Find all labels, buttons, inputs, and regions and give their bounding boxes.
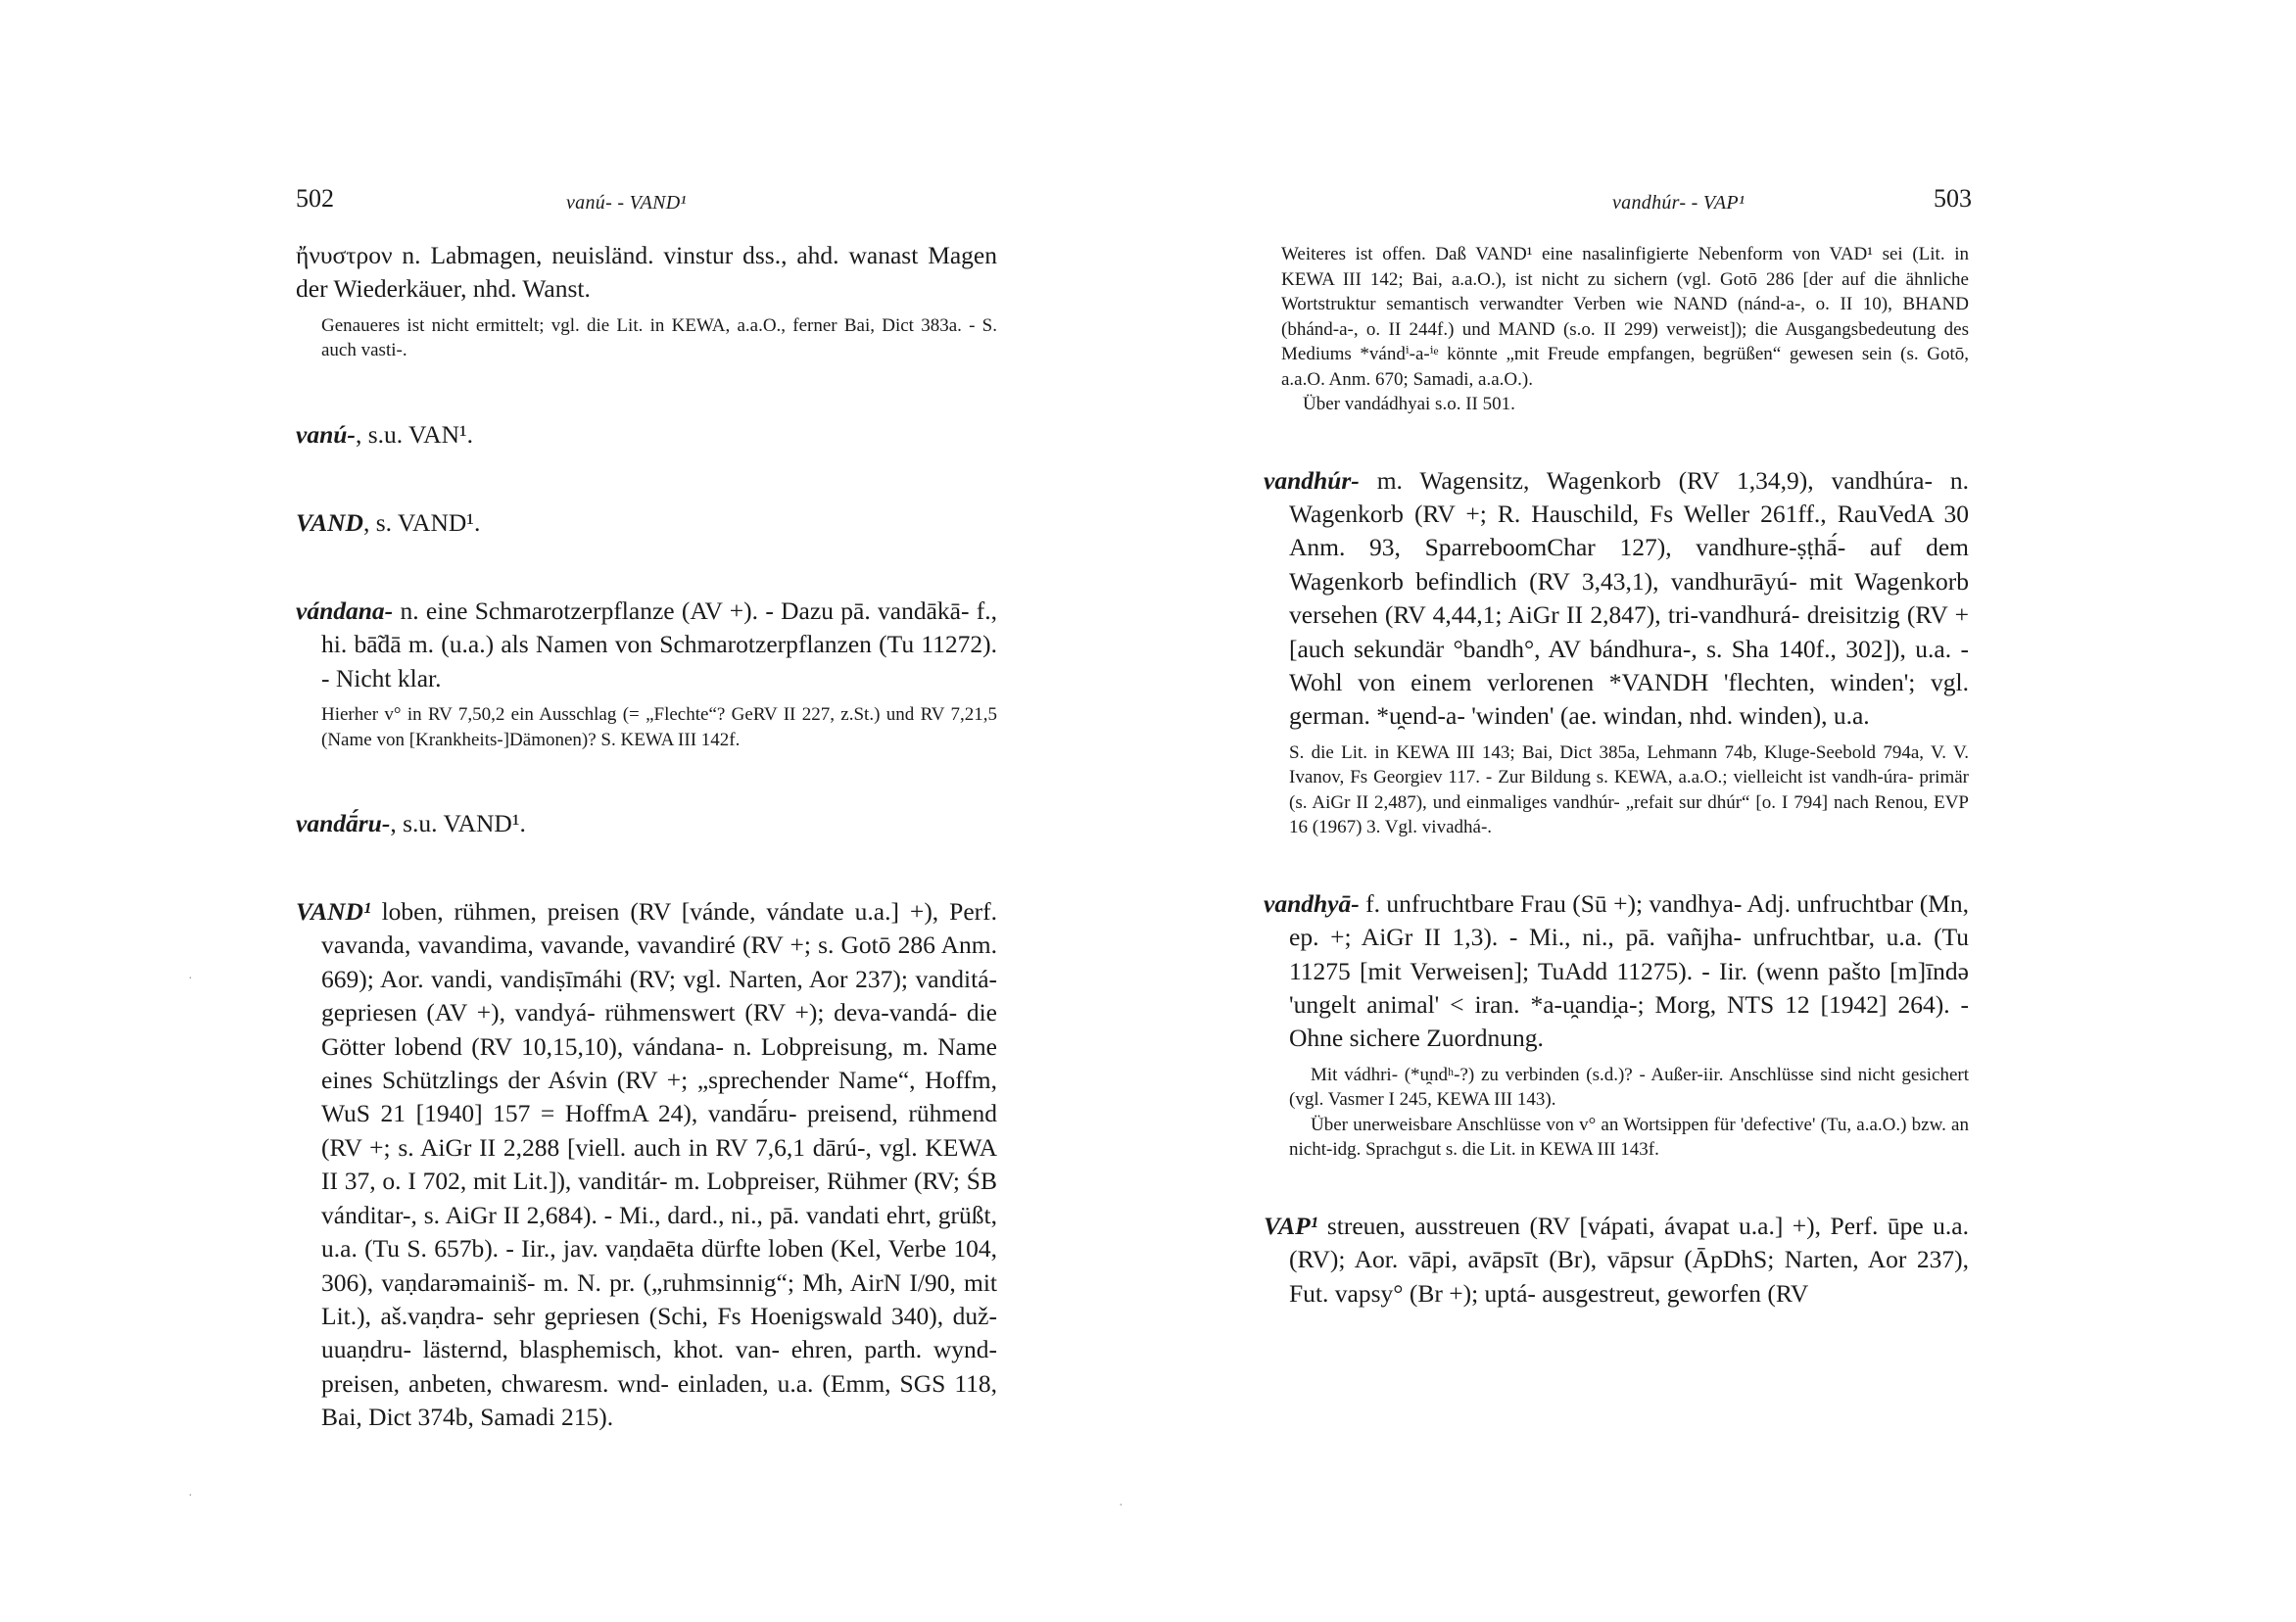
note-text: Über unerweisbare Anschlüsse von v° an Wortsippen für 'defective' (Tu, a.a.O.) bzw. an nicht-idg. Sprachgut s. die Lit. in KEWA III 143f. [1289, 1114, 1969, 1161]
page-number: 503 [1934, 184, 1972, 213]
entry-text: loben, rühmen, preisen (RV [vánde, vándate u.a.] +), Perf. vavanda, vavandima, vavande, vavandiré (RV +; s. Gotō 286 Anm. 669); Aor. vandi, vandiṣīmáhi (RV; vgl. Narten, Aor 237); vanditá- gepriesen (AV +), vandyá- rühmenswert (RV +); deva-vandá- die Götter lobend (RV 10,15,10), vándana- n. Lobpreisung, m. Name eines Schützlings der Aśvin (RV +; „sprechender Name“, Hoffm, WuS 21 [1940] 157 = HoffmA 24), vandā́ru- preisend, rühmend (RV +; s. AiGr II 2,288 [viell. auch in RV 7,6,1 dārú-, vgl. KEWA II 37, o. I 702, mit Lit.]), vanditár- m. Lobpreiser, Rühmer (RV; ŚB vánditar-, s. AiGr II 2,684). - Mi., dard., ni., pā. vandati ehrt, grüßt, u.a. (Tu S. 657b). - Iir., jav. vaṇdaēta dürfte loben (Kel, Verbe 104, 306), vaṇdarəmainiš- m. N. pr. („ruhmsinnig“; Mh, AirN I/90, mit Lit.), aš.vaṇdra- sehr gepriesen (Schi, Fs Hoenigswald 340), duž-uuaṇdru- lästernd, blasphemisch, khot. van- ehren, parth. wynd- preisen, anbeten, chwaresm. wnd- einladen, u.a. (Emm, SGS 118, Bai, Dict 374b, Samadi 215). [321, 897, 997, 1432]
note-text: Genaueres ist nicht ermittelt; vgl. die Lit. in KEWA, a.a.O., ferner Bai, Dict 383a. - S. auch vasti-. [321, 314, 997, 361]
note-text: Hierher v° in RV 7,50,2 ein Ausschlag (= „Flechte“? GeRV II 227, z.St.) und RV 7,21,5 (Name von [Krankheits-]Dämonen)? S. KEWA III 142f. [321, 704, 997, 750]
headword: vandhúr- [1264, 465, 1360, 495]
note-text: Über vandádhyai s.o. II 501. [1303, 394, 1515, 414]
note-block [1264, 740, 1969, 840]
running-head: vanú- - VAND¹ [566, 192, 687, 214]
scan-mark: · [188, 1489, 193, 1503]
note-block [1264, 1063, 1969, 1113]
headword: VAND¹ [296, 897, 371, 927]
dictionary-entry [296, 895, 997, 1435]
right-column [1264, 235, 1969, 1311]
dictionary-entry [1264, 1210, 1969, 1311]
left-column [296, 239, 997, 1435]
xref-text: , s.u. VAN¹. [355, 419, 474, 449]
note-text: S. die Lit. in KEWA III 143; Bai, Dict 385a, Lehmann 74b, Kluge-Seebold 794a, V. V. Ivanov, Fs Georgiev 117. - Zur Bildung s. KEWA, a.a.O.; vielleicht ist vandh-úra- primär (s. AiGr II 2,487), und einmaliges vandhúr- „refait sur dhúr“ [o. I 794] nach Renou, EVP 16 (1967) 3. Vgl. vivadhá-. [1289, 741, 1969, 838]
entry-text: n. eine Schmarotzerpflanze (AV +). - Dazu pā. vandākā- f., hi. bā̃dā m. (u.a.) als Namen von Schmarotzerpflanzen (Tu 11272). - Nicht klar. [321, 596, 997, 692]
note-block [1264, 1113, 1969, 1163]
note-block [296, 313, 997, 363]
xref-text: , s.u. VAND¹. [390, 809, 526, 838]
headword: VAP¹ [1264, 1211, 1318, 1240]
scan-mark: · [1119, 1499, 1124, 1513]
scan-mark: · [188, 972, 193, 986]
dictionary-entry [296, 595, 997, 752]
note-text: Weiteres ist offen. Daß VAND¹ eine nasalinfigierte Nebenform von VAD¹ sei (Lit. in KEWA III 142; Bai, a.a.O.), ist nicht zu sichern (vgl. Gotō 286 [der auf die ähnliche Wortstruktur semantisch verwandter Verben wie NAND (nánd-a-, o. II 10), BHAND (bhánd-a-, o. II 244f.) und MAND (s.o. II 299) verweist]); die Ausgangsbedeutung des Mediums *vándⁱ-a-ⁱᵉ könnte „mit Freude empfangen, begrüßen“ gewesen sein (s. Gotō, a.a.O. Anm. 670; Samadi, a.a.O.). [1281, 244, 1969, 390]
headword: vanú- [296, 419, 356, 449]
entry-text: f. unfruchtbare Frau (Sū +); vandhya- Adj. unfruchtbar (Mn, ep. +; AiGr II 1,3). - Mi., ni., pā. vañjha- unfruchtbar, u.a. (Tu 11275 [mit Verweisen]; TuAdd 11275). - Iir. (wenn pašto [m]īndə 'ungelt animal' < iran. *a-u̯andi̯a-; Morg, NTS 12 [1942] 264). - Ohne sichere Zuordnung. [1289, 888, 1969, 1053]
note-block [1264, 392, 1969, 417]
note-block [1264, 242, 1969, 392]
headword: vándana- [296, 596, 394, 625]
cross-reference [296, 807, 997, 840]
headword: VAND [296, 507, 363, 537]
headword: vandā́ru- [296, 809, 391, 838]
entry-text: m. Wagensitz, Wagenkorb (RV 1,34,9), vandhúra- n. Wagenkorb (RV +; R. Hauschild, Fs Weller 261ff., RauVedA 30 Anm. 93, SparreboomChar 127), vandhure-ṣṭhā́- auf dem Wagenkorb befindlich (RV 3,43,1), vandhurāyú- mit Wagenkorb versehen (RV 4,44,1; AiGr II 2,847), tri-vandhurá- dreisitzig (RV + [auch sekundär °bandh°, AV bándhura-, s. Sha 140f., 302]), u.a. - Wohl von einem verlorenen *VANDH 'flechten, winden'; vgl. german. *u̯end-a- 'winden' (ae. windan, nhd. winden), u.a. [1289, 465, 1969, 731]
dictionary-entry [1264, 464, 1969, 840]
note-text: Mit vádhri- (*u̯ndʰ-?) zu verbinden (s.d.)? - Außer-iir. Anschlüsse sind nicht gesichert (vgl. Vasmer I 245, KEWA III 143). [1289, 1064, 1969, 1111]
text-block [296, 239, 997, 307]
cross-reference [296, 506, 997, 540]
page-number: 502 [296, 184, 334, 213]
entry-text: streuen, ausstreuen (RV [vápati, ávapat u.a.] +), Perf. ūpe u.a. (RV); Aor. vāpi, avāpsīt (Br), vāpsur (ĀpDhS; Narten, Aor 237), Fut. vapsy° (Br +); uptá- ausgestreut, geworfen (RV [1289, 1211, 1969, 1308]
dictionary-entry [1264, 887, 1969, 1163]
xref-text: , s. VAND¹. [362, 507, 481, 537]
right-page [1119, 0, 2296, 1622]
note-block [296, 702, 997, 752]
headword: vandhyā- [1264, 888, 1360, 918]
cross-reference [296, 418, 997, 452]
running-head: vandhúr- - VAP¹ [1612, 192, 1746, 214]
continuation-text: ἤνυστρον n. Labmagen, neuisländ. vinstur dss., ahd. wanast Magen der Wiederkäuer, nhd. Wanst. [296, 241, 997, 304]
